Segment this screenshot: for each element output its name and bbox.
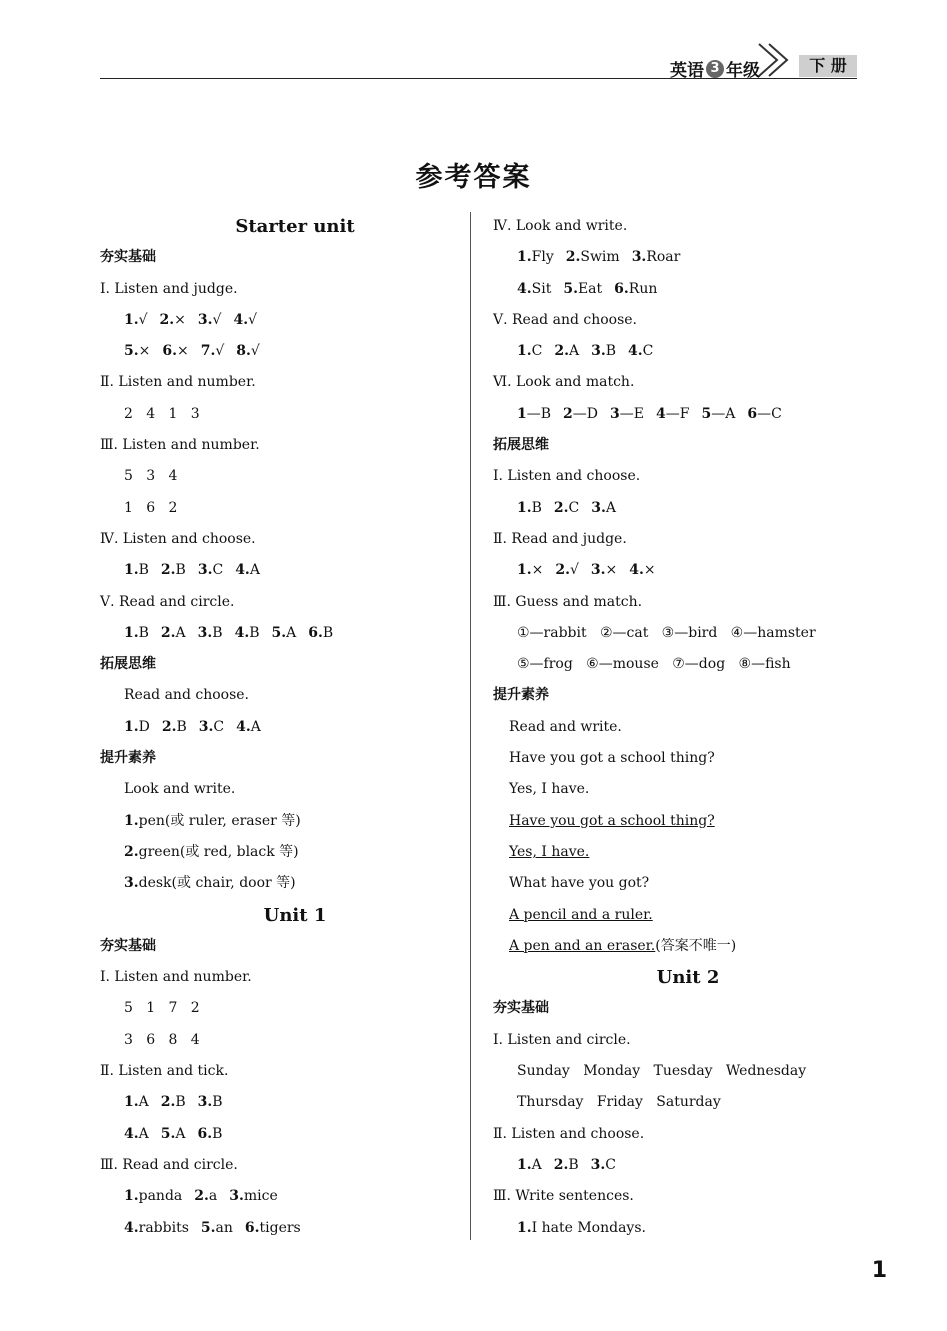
- answer-number: 1: [517, 405, 527, 422]
- answer-value: A: [175, 624, 186, 641]
- answer-line: [493, 242, 853, 273]
- answer-line: [493, 837, 853, 868]
- category-heading: 夯实基础: [493, 1000, 549, 1017]
- answer-line: [100, 1087, 460, 1118]
- answer-number: 2.: [194, 1188, 209, 1205]
- answer-number: 3.: [590, 1156, 606, 1173]
- answer-value: C: [212, 562, 224, 579]
- answer-value: ×: [643, 562, 656, 579]
- answer-value: Sit: [531, 280, 552, 297]
- answer-number: 1.: [124, 718, 139, 735]
- exercise-heading: Ⅵ. Look and match.: [493, 374, 635, 391]
- answer-line: [100, 305, 460, 336]
- answer-line: [100, 1181, 460, 1212]
- answer-value: C: [568, 499, 580, 516]
- answer-number: 3.: [124, 875, 139, 892]
- answer-line: [100, 336, 460, 367]
- answer-number: 2.: [565, 249, 581, 266]
- answer-number: 1.: [124, 1094, 139, 1111]
- answer-number: 1.: [124, 311, 139, 328]
- answer-value: ×: [174, 311, 186, 328]
- answer-number: 4.: [517, 280, 532, 297]
- answer-number: 3.: [590, 562, 606, 579]
- answer-number: 1.: [124, 812, 139, 829]
- page-header: [100, 52, 857, 79]
- answer-value: √: [215, 343, 225, 360]
- answer-value: C: [605, 1156, 617, 1173]
- right-column: [493, 211, 853, 1244]
- double-chevron-icon: [755, 40, 799, 80]
- answer-number: 3.: [591, 499, 606, 516]
- answer-line: 5 1 7 2: [124, 1000, 200, 1017]
- answer-line: [100, 1119, 460, 1150]
- subject-label: 英语: [670, 61, 704, 81]
- underlined-answer: A pen and an eraser.: [509, 937, 656, 954]
- answer-value: mice: [243, 1188, 278, 1205]
- unit-heading: Starter unit: [235, 216, 355, 237]
- exercise-heading: Ⅳ. Listen and choose.: [100, 530, 256, 547]
- category-heading: 夯实基础: [100, 937, 156, 954]
- answer-value: ×: [176, 343, 189, 360]
- answer-line: Thursday Friday Saturday: [517, 1094, 721, 1111]
- volume-label: 下 册: [799, 55, 857, 77]
- answer-value: Roar: [646, 249, 681, 266]
- answer-line: [493, 806, 853, 837]
- answer-value: B: [212, 1094, 223, 1111]
- answer-number: 3.: [197, 624, 213, 641]
- answer-number: 6.: [308, 624, 323, 641]
- answer-value: B: [212, 1125, 223, 1142]
- answer-number: 3.: [197, 311, 213, 328]
- answer-number: 2.: [553, 1156, 569, 1173]
- left-column: [100, 211, 460, 1244]
- answer-value: A: [531, 1156, 542, 1173]
- answer-number: 4.: [234, 624, 250, 641]
- answer-number: 6.: [614, 280, 629, 297]
- answer-line: [100, 806, 460, 837]
- answer-value: D: [138, 718, 150, 735]
- page-number: 1: [871, 1258, 887, 1283]
- answer-value: Eat: [577, 280, 603, 297]
- answer-value: A: [138, 1094, 149, 1111]
- answer-value: rabbits: [138, 1219, 189, 1236]
- answer-line: [100, 868, 460, 899]
- answer-value: B: [605, 343, 617, 360]
- answer-number: 2.: [124, 843, 139, 860]
- answer-number: 5: [701, 405, 712, 422]
- exercise-heading: Ⅱ. Listen and number.: [100, 374, 256, 391]
- underlined-answer: Yes, I have.: [509, 843, 590, 860]
- answer-number: 3: [610, 405, 620, 422]
- answer-line: 5 3 4: [124, 468, 178, 485]
- answer-value: a: [208, 1188, 218, 1205]
- exercise-heading: Ⅰ. Listen and number.: [100, 969, 252, 986]
- answer-value: I hate Mondays.: [531, 1219, 646, 1236]
- answer-value: A: [286, 624, 297, 641]
- category-heading: 拓展思维: [493, 437, 549, 454]
- answer-value: pen(或 ruler, eraser 等): [138, 812, 301, 829]
- answer-line: [100, 618, 460, 649]
- answer-value: tigers: [259, 1219, 301, 1236]
- answer-line: [493, 1213, 853, 1244]
- answer-line: Yes, I have.: [509, 781, 590, 798]
- answer-number: 2.: [555, 562, 570, 579]
- answer-value: A: [568, 343, 580, 360]
- answer-line: [493, 274, 853, 305]
- answer-value: B: [175, 1094, 186, 1111]
- answer-line: ⑤—frog ⑥—mouse ⑦—dog ⑧—fish: [517, 656, 791, 673]
- answer-value: Run: [628, 280, 658, 297]
- answer-line: [493, 555, 853, 586]
- answer-line: [100, 837, 460, 868]
- answer-value: A: [605, 499, 617, 516]
- answer-value: —D: [572, 405, 599, 422]
- answer-line: [493, 931, 853, 962]
- answer-number: 4.: [628, 343, 643, 360]
- exercise-heading: Ⅰ. Listen and choose.: [493, 468, 641, 485]
- answer-value: B: [249, 624, 260, 641]
- answer-number: 3.: [631, 249, 647, 266]
- answer-value: B: [322, 624, 334, 641]
- answer-number: 3.: [591, 343, 606, 360]
- unit-heading: Unit 1: [263, 904, 327, 926]
- answer-value: A: [175, 1125, 186, 1142]
- answer-number: 5.: [200, 1219, 216, 1236]
- answer-number: 1.: [517, 1156, 532, 1173]
- answer-note: (答案不唯一): [655, 937, 737, 954]
- answer-line: ①—rabbit ②—cat ③—bird ④—hamster: [517, 624, 816, 641]
- answer-value: B: [138, 562, 149, 579]
- answer-number: 6: [747, 405, 758, 422]
- exercise-heading: Ⅰ. Listen and judge.: [100, 280, 238, 297]
- answer-number: 5.: [271, 624, 287, 641]
- answer-value: B: [176, 718, 187, 735]
- exercise-heading: Ⅴ. Read and choose.: [493, 311, 638, 328]
- answer-line: [493, 399, 853, 430]
- answer-number: 3.: [198, 718, 214, 735]
- underlined-answer: A pencil and a ruler.: [509, 906, 653, 923]
- answer-number: 5.: [124, 343, 139, 360]
- header-subject: [670, 56, 760, 81]
- answer-value: C: [213, 718, 225, 735]
- answer-value: A: [249, 562, 260, 579]
- answer-value: an: [215, 1219, 233, 1236]
- answer-line: [493, 1150, 853, 1181]
- exercise-heading: Ⅲ. Write sentences.: [493, 1188, 634, 1205]
- answer-value: ×: [605, 562, 618, 579]
- exercise-heading: Ⅲ. Guess and match.: [493, 593, 643, 610]
- answer-number: 2.: [161, 718, 177, 735]
- unit-heading: Unit 2: [656, 967, 720, 989]
- answer-number: 3.: [197, 1094, 213, 1111]
- answer-value: A: [250, 718, 261, 735]
- exercise-heading: Ⅰ. Listen and circle.: [493, 1031, 631, 1048]
- answer-number: 4.: [124, 1219, 139, 1236]
- exercise-heading: Ⅲ. Read and circle.: [100, 1156, 238, 1173]
- underlined-answer: Have you got a school thing?: [509, 812, 715, 829]
- answer-value: —E: [619, 405, 645, 422]
- answer-number: 3.: [197, 562, 213, 579]
- answer-number: 1.: [517, 249, 532, 266]
- answer-value: √: [138, 311, 148, 328]
- answer-number: 4.: [236, 718, 251, 735]
- answer-value: B: [212, 624, 223, 641]
- answer-value: √: [569, 562, 579, 579]
- answer-number: 2: [563, 405, 573, 422]
- answer-number: 4.: [124, 1125, 139, 1142]
- answer-line: [493, 900, 853, 931]
- category-heading: 提升素养: [100, 750, 156, 767]
- answer-line: What have you got?: [509, 875, 650, 892]
- answer-value: panda: [138, 1188, 183, 1205]
- answer-number: 2.: [159, 311, 175, 328]
- answer-value: desk(或 chair, door 等): [138, 875, 296, 892]
- answer-number: 5.: [563, 280, 578, 297]
- answer-number: 4.: [629, 562, 644, 579]
- answer-value: √: [212, 311, 222, 328]
- answer-value: —A: [711, 405, 736, 422]
- answer-value: B: [138, 624, 149, 641]
- answer-line: 3 6 8 4: [124, 1031, 200, 1048]
- answer-line: 2 4 1 3: [124, 405, 200, 422]
- exercise-heading: Ⅱ. Listen and tick.: [100, 1063, 229, 1080]
- answer-line: [493, 336, 853, 367]
- answer-line: Read and write.: [509, 718, 622, 735]
- answer-line: [100, 555, 460, 586]
- answer-number: 3.: [229, 1188, 244, 1205]
- category-heading: 提升素养: [493, 687, 549, 704]
- answer-number: 4.: [235, 562, 250, 579]
- answer-line: Read and choose.: [124, 687, 249, 704]
- answer-number: 1.: [517, 499, 532, 516]
- exercise-heading: Ⅱ. Listen and choose.: [493, 1125, 645, 1142]
- answer-number: 2.: [160, 562, 176, 579]
- answer-number: 1.: [124, 1188, 139, 1205]
- answer-value: green(或 red, black 等): [138, 843, 299, 860]
- answer-number: 1.: [124, 624, 139, 641]
- answer-number: 4: [656, 405, 666, 422]
- answer-number: 6.: [162, 343, 177, 360]
- answer-number: 1.: [124, 562, 139, 579]
- category-heading: 拓展思维: [100, 656, 156, 673]
- answer-line: [493, 493, 853, 524]
- answer-value: Fly: [531, 249, 554, 266]
- category-heading: 夯实基础: [100, 249, 156, 266]
- exercise-heading: Ⅴ. Read and circle.: [100, 593, 235, 610]
- answer-line: Sunday Monday Tuesday Wednesday: [517, 1063, 807, 1080]
- answer-value: —B: [526, 405, 552, 422]
- answer-number: 2.: [553, 499, 569, 516]
- column-divider: [470, 212, 471, 1240]
- answer-value: √: [248, 311, 257, 328]
- answer-number: 2.: [160, 624, 176, 641]
- grade-label: 年级: [726, 61, 760, 81]
- answer-line: [100, 1213, 460, 1244]
- answer-line: Have you got a school thing?: [509, 750, 715, 767]
- exercise-heading: Ⅲ. Listen and number.: [100, 437, 260, 454]
- answer-line: 1 6 2: [124, 499, 178, 516]
- answer-number: 1.: [517, 562, 532, 579]
- answer-number: 6.: [244, 1219, 260, 1236]
- answer-number: 6.: [197, 1125, 213, 1142]
- answer-line: [100, 712, 460, 743]
- answer-value: √: [250, 343, 260, 360]
- page-title: 参考答案: [415, 162, 532, 193]
- answer-value: —C: [757, 405, 782, 422]
- answer-value: B: [568, 1156, 579, 1173]
- answer-value: B: [175, 562, 186, 579]
- answer-value: —F: [665, 405, 690, 422]
- grade-badge: 3: [706, 60, 724, 78]
- answer-value: ×: [531, 562, 544, 579]
- answer-number: 1.: [517, 343, 532, 360]
- answer-number: 2.: [160, 1094, 176, 1111]
- answer-number: 1.: [517, 1219, 532, 1236]
- answer-number: 2.: [554, 343, 569, 360]
- answer-value: B: [531, 499, 542, 516]
- answer-number: 5.: [160, 1125, 176, 1142]
- exercise-heading: Ⅳ. Look and write.: [493, 218, 628, 234]
- answer-value: C: [642, 343, 654, 360]
- answer-value: A: [138, 1125, 149, 1142]
- answer-line: Look and write.: [124, 781, 236, 798]
- answer-number: 8.: [236, 343, 251, 360]
- answer-number: 7.: [200, 343, 216, 360]
- answer-value: ×: [138, 343, 151, 360]
- answer-number: 4.: [233, 311, 249, 328]
- exercise-heading: Ⅱ. Read and judge.: [493, 530, 627, 547]
- answer-value: C: [531, 343, 543, 360]
- answer-value: Swim: [580, 249, 620, 266]
